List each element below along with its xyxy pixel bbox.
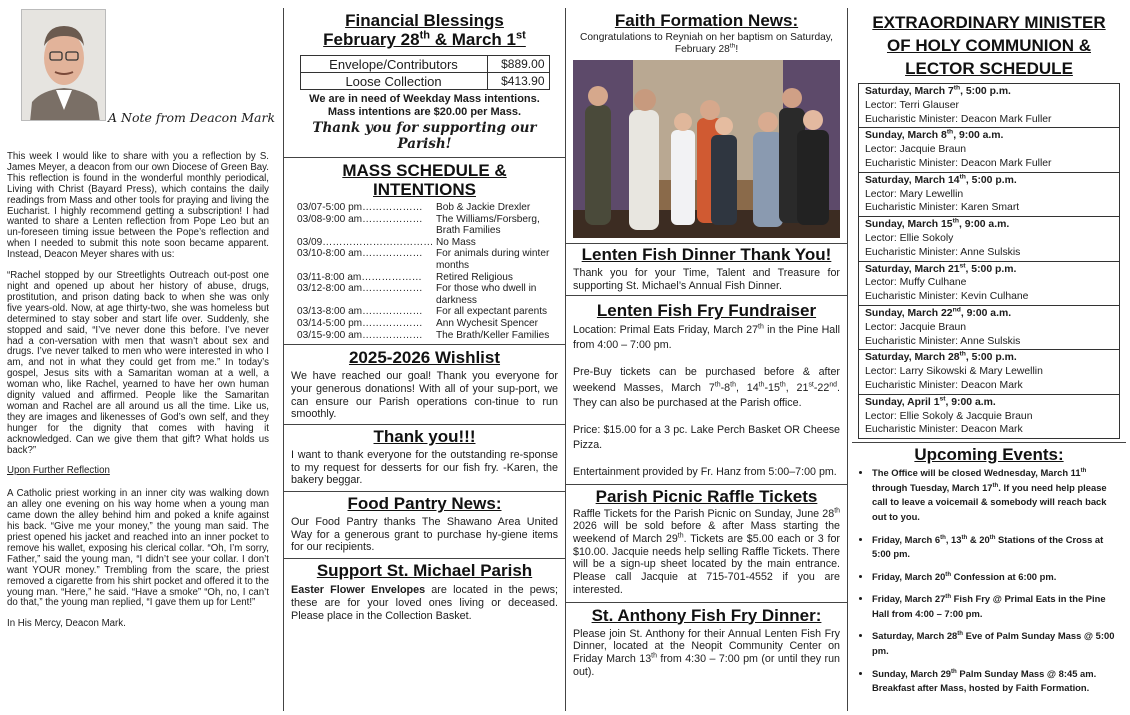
intentions-note: We are in need of Weekday Mass intentions. Mass intentions are $20.00 per Mass. — [309, 93, 540, 118]
event-item — [872, 592, 1118, 621]
schedule-time — [865, 351, 1114, 365]
schedule-day: Sunday, March 8 — [865, 130, 947, 142]
schedule-hour: , 9:00 a.m. — [960, 307, 1012, 319]
event-text: , 13 — [945, 533, 962, 545]
wishlist-text: We have reached our goal! Thank you everyone for your generous donations! With all of your sup-port, we can ensure our Parish operations con-tinue to run smoothly. — [291, 370, 558, 421]
mass-row — [297, 330, 565, 342]
schedule-block — [859, 350, 1119, 394]
raffle-text: Raffle Tickets for the Parish Picnic on Sunday, June 28th 2026 will be sold before & after Mass starting the weekend of March 29th. Tickets are $5.00 each or 3 for $10.00. Jacquie needs help selling Raffle Tickets. There will be a sign-up sheet located by the main entrance. Please call Jacquie at 715-701-4552 if you are interested. — [573, 507, 840, 596]
event-item — [872, 466, 1118, 524]
events-list — [848, 466, 1130, 696]
baptism-text: Congratulations to Reyniah on her baptism on Saturday, February 28th! — [580, 32, 833, 55]
lector-name: Lector: Jacquie Braun — [865, 321, 967, 333]
deacon-paragraph: “Rachel stopped by our Streetlights Outreach out-post one night and opened up about her history of abuse, drugs, prostitution, and prison dating back to when she was only five years-old. Now, at age thirty-two, she was homeless but determined to stay sober and start life over. Suddenly, she stopped and said, “I’ve never done this before. I’ve never had a con-versation with men that wasn’t about sex and drugs. I’ve never talked to men who were interested in who I am, and not in what they could get from me.” In today’s gospel, Jesus sits with a Samaritan woman at a well, a woman who, like Rachel, yearned to have her own human dignity valued and affirmed. People like the Samaritan woman and Rachel are all around us all the time. Like us, they are images and likenesses of God’s own self, and they hunger for the dignity that comes with having it acknowledged. Can we give them that gift? What holds us back?” — [7, 270, 269, 456]
lenten-thanks-text: Thank you for your Time, Talent and Treasure for supporting St. Michael’s Annual Fish Dinner. — [573, 267, 840, 292]
mass-row — [297, 237, 565, 249]
faith-section — [566, 0, 847, 238]
mass-row — [297, 248, 565, 271]
schedule-block — [859, 173, 1119, 217]
schedule-time — [865, 218, 1114, 232]
event-text: Friday, March 27 — [872, 593, 946, 605]
eucharistic-minister: Eucharistic Minister: Deacon Mark Fuller — [865, 113, 1052, 125]
deacon-note-title: A Note from Deacon Mark — [108, 110, 276, 125]
event-text: Friday, March 20 — [872, 570, 946, 582]
reflection-text: A Catholic priest working in an inner city was walking down an alley one evening on his way home when a young man came down the alley behind him and poked a knife against his back. “Give me your money,” the young man said. The priest opened his jacket and reached into an inner pocket to remove his wallet, exposing his clerical collar. “Oh, I’m sorry, Father,” said the young man, “I didn’t see your collar. I don’t want YOUR money.” Trembling from the scare, the priest removed a cigarette from his shirt pocket and offered it to the young man. “Here,” he said. “Have a smoke” “Oh, no, I can’t do that,” the young man replied, “I gave them up for Lent!” — [7, 488, 269, 609]
event-text: Fish Fry @ Primal Eats in the Pine Hall from 4:00 – 7:00 pm. — [872, 593, 1106, 619]
baptism-photo — [573, 60, 840, 238]
superscript: th — [952, 217, 959, 225]
schedule-hour: , 5:00 p.m. — [965, 263, 1017, 275]
schedule-day: Sunday, April 1 — [865, 396, 940, 408]
schedule-hour: , 5:00 p.m. — [960, 86, 1011, 97]
event-text: Stations of the Cross at 5:00 pm. — [872, 533, 1104, 560]
event-text: The Office will be closed Wednesday, March 11 — [872, 467, 1081, 479]
eucharistic-minister: Eucharistic Minister: Deacon Mark — [865, 424, 1023, 436]
superscript: st — [959, 262, 966, 270]
mass-intention: For all expectant parents — [436, 306, 548, 318]
schedule-block — [859, 306, 1119, 350]
pantry-section — [284, 492, 565, 554]
collection-amount: $889.00 — [487, 56, 549, 73]
mass-date: 03/07-5:00 pm……………… — [297, 202, 423, 213]
support-section — [284, 559, 565, 622]
thankyou-title: Thank you!!! — [373, 426, 476, 446]
schedule-block — [859, 217, 1119, 261]
superscript: th — [940, 533, 946, 541]
deacon-paragraph: This week I would like to share with you a reflection by S. James Meyer, a deacon from our own Diocese of Green Bay. This reflection is found in the wonderful monthly periodical, Living with Christ (Bayard Press), which contains the daily readings from Mass and other tools for praying and living the Eucharist. I highly recommend getting a subscription! I had wanted to share a Lenten reflection from Pope Leo but an un-foreseen timing issue between the Pope’s reflection and when I needed to submit this note soon became apparent. Instead, Deacon Meyer shares with us: — [7, 151, 269, 261]
mass-intention: The Brath/Keller Families — [436, 329, 550, 341]
deacon-column — [0, 0, 282, 715]
financial-section — [284, 0, 565, 152]
mass-intention: Bob & Jackie Drexler — [436, 202, 531, 213]
mass-schedule-title: MASS SCHEDULE & INTENTIONS — [342, 161, 507, 199]
ministers-section — [848, 0, 1130, 439]
superscript: th — [957, 630, 964, 638]
deacon-signoff: In His Mercy, Deacon Mark. — [7, 618, 126, 630]
mass-date: 03/08-9:00 am……………… — [297, 213, 423, 225]
event-text: Sunday, March 29 — [872, 667, 952, 679]
event-text: through Tuesday, March 17 — [872, 481, 993, 493]
event-text: Friday, March 6 — [872, 533, 941, 545]
wishlist-section — [284, 345, 565, 421]
thankyou-section — [284, 425, 565, 487]
superscript: th — [953, 84, 961, 92]
right-column — [848, 0, 1130, 715]
mass-date: 03/14-5:00 pm……………… — [297, 317, 423, 329]
schedule-block — [859, 128, 1119, 172]
event-text: Eve of Palm Sunday Mass @ 5:00 pm. — [872, 630, 1115, 657]
event-text: . If you need help please call to leave a voicemail & somebody will reach back out to you. — [872, 481, 1107, 522]
fishfry-entertainment: Entertainment provided by Fr. Hanz from 5:00–7:00 pm. — [573, 466, 837, 479]
anthony-text: Please join St. Anthony for their Annual Lenten Fish Fry Dinner, located at the Neopit Community Center on Friday March 13th from 4:30 – 7:00 pm (or until they run out). — [573, 627, 840, 678]
deacon-photo — [21, 9, 106, 121]
deacon-note-text — [7, 152, 269, 640]
financial-title: Financial Blessings February 28th & March 1st — [323, 11, 526, 49]
event-text: Saturday, March 28 — [872, 630, 958, 642]
mass-date: 03/10-8:00 am……………… — [297, 248, 423, 260]
ministers-title: EXTRAORDINARY MINISTER OF HOLY COMMUNION & LECTOR SCHEDULE — [872, 13, 1106, 78]
minister-schedule — [858, 83, 1120, 439]
mass-intention: The Williams/Forsberg, Brath Families — [436, 213, 540, 237]
schedule-block — [859, 84, 1119, 128]
pantry-text: Our Food Pantry thanks The Shawano Area United Way for a generous grant to purchase hy-giene items for our recipients. — [291, 516, 558, 554]
mass-date: 03/09…………………………… — [297, 236, 434, 248]
lector-name: Lector: Muffy Culhane — [865, 277, 967, 289]
lector-name: Lector: Mary Lewellin — [865, 188, 964, 200]
reflection-heading: Upon Further Reflection — [7, 465, 110, 477]
mass-date: 03/15-9:00 am……………… — [297, 329, 423, 341]
lector-name: Lector: Larry Sikowski & Mary Lewellin — [865, 366, 1043, 378]
schedule-block — [859, 395, 1119, 438]
event-item — [872, 667, 1118, 696]
schedule-hour: , 9:00 a.m. — [958, 219, 1010, 231]
mass-intention: For animals during winter months — [436, 248, 550, 271]
event-text: Palm Sunday Mass @ 8:45 am. Breakfast after Mass, hosted by Faith Formation. — [872, 667, 1097, 694]
mass-date: 03/12-8:00 am……………… — [297, 283, 423, 295]
events-section — [848, 443, 1130, 696]
thanks-support: Thank you for supporting our Parish! — [312, 120, 537, 152]
thankyou-text: I want to thank everyone for the outstanding re-sponse to my request for desserts for our fish fry. -Karen, the bakery beggar. — [291, 448, 558, 487]
superscript: th — [946, 128, 954, 136]
superscript: th — [945, 593, 952, 601]
mass-intention: No Mass — [436, 236, 476, 248]
schedule-hour: , 9:00 a.m. — [945, 396, 996, 408]
schedule-time — [865, 263, 1114, 277]
mass-list — [284, 202, 565, 341]
fishfry-section — [566, 296, 847, 481]
collection-amount: $413.90 — [487, 73, 549, 90]
schedule-day: Saturday, March 14 — [865, 174, 960, 186]
eucharistic-minister: Eucharistic Minister: Deacon Mark Fuller — [865, 157, 1052, 169]
raffle-section — [566, 485, 847, 597]
schedule-time — [865, 129, 1114, 143]
collection-table — [300, 55, 550, 90]
schedule-time — [865, 396, 1114, 410]
fishfry-location: Location: Primal Eats Friday, March 27th in the Pine Hall from 4:00 – 7:00 pm. — [573, 323, 841, 352]
eucharistic-minister: Eucharistic Minister: Deacon Mark — [865, 379, 1023, 391]
schedule-day: Saturday, March 28 — [865, 352, 960, 364]
schedule-day: Sunday, March 15 — [865, 219, 953, 231]
schedule-day: Sunday, March 22 — [865, 307, 953, 319]
mass-schedule-section — [284, 158, 565, 341]
pantry-title: Food Pantry News: — [347, 494, 502, 514]
collection-label: Loose Collection — [300, 73, 487, 90]
lector-name: Lector: Ellie Sokoly — [865, 232, 954, 244]
table-row — [300, 73, 549, 90]
fishfry-text — [566, 323, 847, 481]
anthony-section — [566, 603, 847, 679]
center-right-column — [566, 0, 847, 715]
fishfry-title: Lenten Fish Fry Fundraiser — [596, 301, 817, 320]
mass-row — [297, 283, 565, 306]
schedule-block — [859, 262, 1119, 306]
schedule-hour: , 9:00 a.m. — [953, 130, 1004, 142]
schedule-time — [865, 85, 1114, 99]
superscript: nd — [952, 306, 961, 314]
fishfry-prebuy: Pre-Buy tickets can be purchased before & after weekend Masses, March 7th-8th, 14th-15th, 21st-22nd. They can also be purchased at the Parish office. — [573, 366, 841, 409]
eucharistic-minister: Eucharistic Minister: Karen Smart — [865, 202, 1020, 214]
faith-title: Faith Formation News: — [614, 11, 799, 30]
lector-name: Lector: Terri Glauser — [865, 99, 959, 111]
event-item — [872, 533, 1118, 562]
superscript: th — [1080, 467, 1087, 474]
events-title: Upcoming Events: — [914, 445, 1064, 465]
mass-intention: For those who dwell in darkness — [436, 283, 537, 306]
superscript: th — [945, 570, 952, 578]
lector-name: Lector: Ellie Sokoly & Jacquie Braun — [865, 410, 1033, 422]
event-text: & 20 — [967, 533, 990, 545]
eucharistic-minister: Eucharistic Minister: Kevin Culhane — [865, 291, 1029, 303]
mass-intention: Retired Religious — [436, 271, 513, 283]
superscript: th — [959, 350, 966, 358]
lenten-thanks-section — [566, 244, 847, 292]
eucharistic-minister: Eucharistic Minister: Anne Sulskis — [865, 246, 1021, 258]
schedule-time — [865, 307, 1114, 321]
superscript: th — [992, 481, 999, 489]
schedule-hour: , 5:00 p.m. — [965, 352, 1017, 364]
schedule-time — [865, 174, 1114, 188]
anthony-title: St. Anthony Fish Fry Dinner: — [591, 605, 822, 625]
table-row — [300, 56, 549, 73]
mass-date: 03/13-8:00 am……………… — [297, 306, 423, 318]
schedule-day: Saturday, March 21 — [865, 263, 960, 275]
mass-row — [297, 318, 565, 330]
superscript: th — [959, 173, 966, 181]
mass-row — [297, 272, 565, 284]
eucharistic-minister: Eucharistic Minister: Anne Sulskis — [865, 335, 1021, 347]
center-left-column — [284, 0, 565, 715]
support-text: Easter Flower Envelopes are located in the pews; these are for your loved ones living or deceased. Please place in the Collection Basket. — [291, 584, 558, 622]
lenten-thanks-title: Lenten Fish Dinner Thank You! — [581, 245, 832, 264]
mass-row — [297, 214, 565, 237]
raffle-title: Parish Picnic Raffle Tickets — [595, 486, 818, 506]
collection-label: Envelope/Contributors — [300, 56, 487, 73]
mass-intention: Ann Wychesit Spencer — [436, 317, 539, 329]
lector-name: Lector: Jacquie Braun — [865, 144, 967, 156]
wishlist-title: 2025-2026 Wishlist — [348, 348, 501, 368]
superscript: th — [989, 533, 996, 541]
schedule-day: Saturday, March 7 — [865, 86, 954, 97]
mass-row — [297, 306, 565, 318]
schedule-hour: , 5:00 p.m. — [965, 174, 1017, 186]
superscript: th — [961, 533, 968, 541]
superscript: st — [939, 395, 946, 403]
event-text: Confession at 6:00 pm. — [951, 570, 1057, 582]
mass-date: 03/11-8:00 am……………… — [297, 271, 422, 283]
event-item — [872, 629, 1118, 658]
support-title: Support St. Michael Parish — [316, 561, 533, 581]
fishfry-price: Price: $15.00 for a 3 pc. Lake Perch Basket OR Cheese Pizza. — [573, 424, 840, 452]
event-item — [872, 570, 1118, 585]
superscript: th — [951, 667, 957, 675]
mass-row — [297, 202, 565, 214]
